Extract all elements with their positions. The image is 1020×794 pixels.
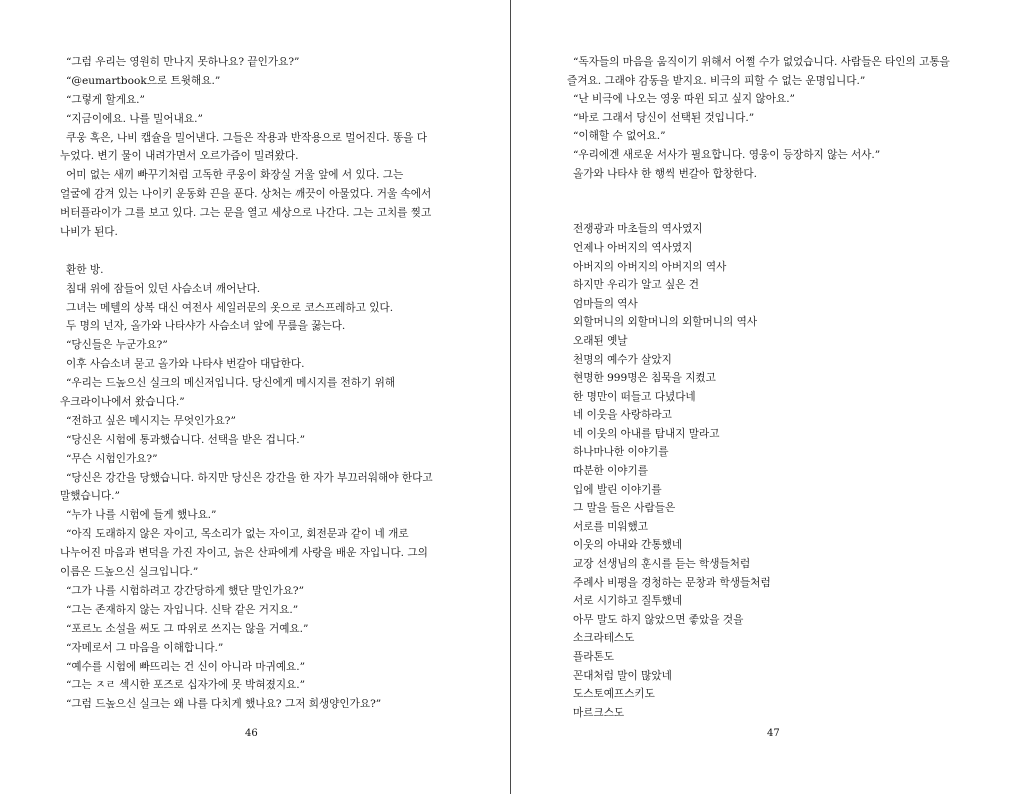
text-line: 네 이웃의 아내를 탐내지 말라고 xyxy=(573,427,720,440)
blank-line xyxy=(60,242,440,261)
text-line: 서로 시기하고 질투했네 xyxy=(573,595,683,608)
text-line: 얼굴에 감겨 있는 나이키 운동화 끈을 푼다. 상처는 깨끗이 아물었다. 거울 속에서 xyxy=(60,188,432,201)
text-line: “난 비극에 나오는 영웅 따윈 되고 싶지 않아요.” xyxy=(573,93,795,106)
right-page xyxy=(567,0,972,794)
left-page xyxy=(60,0,440,794)
text-line: 우크라이나에서 왔습니다.” xyxy=(60,396,185,409)
text-line: 교장 선생님의 훈시를 듣는 학생들처럼 xyxy=(573,558,751,571)
text-line: “당신은 강간을 당했습니다. 하지만 당신은 강간을 한 자가 부끄러워해야 한다고 xyxy=(66,471,433,484)
text-line: “포르노 소설을 써도 그 따위로 쓰지는 않을 거예요.” xyxy=(66,622,309,635)
text-line: 언제나 아버지의 역사였지 xyxy=(573,241,693,254)
text-line: “독자들의 마음을 움직이기 위해서 어쩔 수가 없었습니다. 사람들은 타인의 고통을 xyxy=(573,56,950,68)
text-line: “그가 나를 시험하려고 강간당하게 했단 말인가요?” xyxy=(66,584,305,597)
text-line: 이후 사슴소녀 묻고 올가와 나타샤 번갈아 대답한다. xyxy=(66,358,305,371)
text-line: 소크라테스도 xyxy=(573,632,635,645)
text-line: “전하고 싶은 메시지는 무엇인가요?” xyxy=(66,414,236,427)
text-line: “그는 ㅈㄹ 섹시한 포즈로 십자가에 못 박혀졌지요.” xyxy=(66,679,306,692)
page-gutter-divider xyxy=(510,0,511,794)
text-line: 꼰대처럼 말이 많았네 xyxy=(573,669,672,682)
text-line: 하지만 우리가 알고 싶은 건 xyxy=(573,279,700,292)
text-line: 버터플라이가 그를 보고 있다. 그는 문을 열고 세상으로 나간다. 그는 고치를 찢고 xyxy=(60,207,432,220)
right-page-text xyxy=(567,53,972,722)
text-line: “바로 그래서 당신이 선택된 것입니다.” xyxy=(573,111,755,124)
text-line: 그 말을 들은 사람들은 xyxy=(573,502,676,515)
text-line: 이웃의 아내와 간통했네 xyxy=(573,539,683,552)
text-line: “예수를 시험에 빠뜨리는 건 신이 아니라 마귀예요.” xyxy=(66,660,306,673)
text-line: 침대 위에 잠들어 있던 사슴소녀 깨어난다. xyxy=(66,282,261,295)
text-line: 따분한 이야기를 xyxy=(573,465,649,478)
text-line: 환한 방. xyxy=(66,263,104,276)
text-line: “자메로서 그 마음을 이해합니다.” xyxy=(66,641,224,654)
text-line: 네 이웃을 사랑하라고 xyxy=(573,409,672,422)
text-line: 나비가 된다. xyxy=(60,226,118,239)
text-line: 즐겨요. 그래야 감동을 받지요. 비극의 피할 수 없는 운명입니다.” xyxy=(567,74,866,87)
text-line: 쿠웅 혹은, 나비 캡슐을 밀어낸다. 그들은 작용과 반작용으로 멀어진다. 똥을 다 xyxy=(66,131,428,144)
text-line: “@eumartbook으로 트윗해요.” xyxy=(66,74,221,87)
text-line: 오래된 옛날 xyxy=(573,334,628,347)
text-line: 말했습니다.” xyxy=(60,490,120,503)
text-line: 현명한 999명은 침묵을 지켰고 xyxy=(573,372,716,385)
text-line: 전쟁광과 마초들의 역사였지 xyxy=(573,223,703,236)
text-line: 플라톤도 xyxy=(573,651,614,663)
left-page-number: 46 xyxy=(245,728,258,739)
text-line: “누가 나를 시험에 들게 했나요.” xyxy=(66,509,217,522)
text-line: 올가와 나타샤 한 행씩 번갈아 합창한다. xyxy=(573,167,757,180)
text-line: 하나마나한 이야기를 xyxy=(573,446,669,459)
text-line: 입에 발린 이야기를 xyxy=(573,483,662,496)
text-line: 이름은 드높으신 실크입니다.” xyxy=(60,566,199,579)
text-line: 서로를 미워했고 xyxy=(573,520,649,533)
blank-line xyxy=(567,183,972,202)
text-line: 엄마들의 역사 xyxy=(573,297,638,310)
text-line: “아직 도래하지 않은 자이고, 목소리가 없는 자이고, 회전문과 같이 네 개로 xyxy=(66,528,409,541)
text-line: 나누어진 마음과 변덕을 가진 자이고, 늙은 산파에게 사랑을 배운 자입니다. 그의 xyxy=(60,547,428,560)
text-line: 두 명의 넌자, 올가와 나타샤가 사슴소녀 앞에 무릎을 꿇는다. xyxy=(66,320,346,333)
text-line: “우리는 드높으신 실크의 메신저입니다. 당신에게 메시지를 전하기 위해 xyxy=(66,377,396,390)
text-line: 아무 말도 하지 않았으면 좋았을 것을 xyxy=(573,613,744,626)
right-page-number: 47 xyxy=(767,728,780,739)
text-line: “당신은 시험에 통과했습니다. 선택을 받은 겁니다.” xyxy=(66,433,306,446)
text-line: 마르크스도 xyxy=(573,706,625,719)
text-line: “그렇게 할게요.” xyxy=(66,93,145,106)
text-line: 한 명만이 떠들고 다녔다네 xyxy=(573,390,696,403)
text-line: 도스토예프스키도 xyxy=(573,688,655,701)
text-line: “이해할 수 없어요.” xyxy=(573,130,666,143)
text-line: 누었다. 변기 물이 내려가면서 오르가즘이 밀려왔다. xyxy=(60,150,299,163)
text-line: 천명의 예수가 살았지 xyxy=(573,353,672,366)
text-line: 어미 없는 새끼 빠꾸기처럼 고독한 쿠웅이 화장실 거울 앞에 서 있다. 그는 xyxy=(66,169,404,182)
text-line: “지금이에요. 나를 밀어내요.” xyxy=(66,112,203,125)
left-page-text xyxy=(60,53,440,714)
text-line: “그는 존재하지 않는 자입니다. 신탁 같은 거지요.” xyxy=(66,603,299,616)
text-line: “그럼 드높으신 실크는 왜 나를 다치게 했나요? 그저 희생양인가요?” xyxy=(66,698,382,711)
text-line: 아버지의 아버지의 아버지의 역사 xyxy=(573,260,727,273)
blank-line xyxy=(567,202,972,221)
text-line: “우리에겐 새로운 서사가 필요합니다. 영웅이 등장하지 않는 서사.” xyxy=(573,148,881,161)
text-line: 외할머니의 외할머니의 외할머니의 역사 xyxy=(573,316,758,329)
text-line: 주례사 비평을 경청하는 문창과 학생들처럼 xyxy=(573,576,771,589)
text-line: “그럼 우리는 영원히 만나지 못하나요? 끝인가요?” xyxy=(66,56,300,68)
text-line: “무슨 시험인가요?” xyxy=(66,452,158,465)
text-line: “당신들은 누군가요?” xyxy=(66,339,168,352)
text-line: 그녀는 메텔의 상복 대신 여전사 세일러문의 옷으로 코스프레하고 있다. xyxy=(66,301,394,314)
